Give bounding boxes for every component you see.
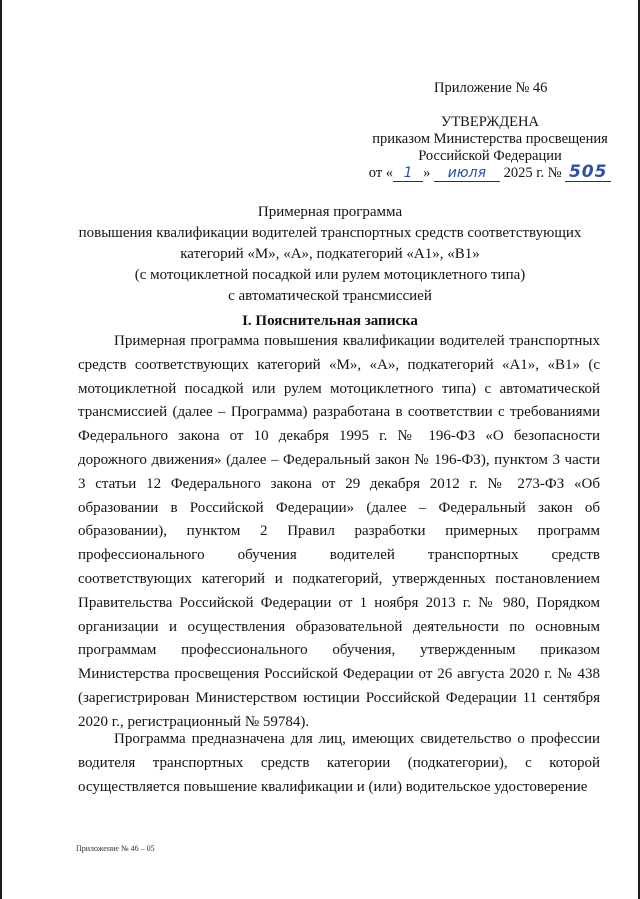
body-paragraph: Примерная программа повышения квалификации водителей транспортных средств соответствующих категорий «М», «А», подкатегорий «А1», «В1» (с мотоциклетной посадкой или рулем мотоциклетного типа) с автоматической трансмиссией (далее – Программа) разработана в соответствии с требованиями Федерального закона от 10 декабря 1995 г. № 196-ФЗ «О безопасности дорожного движения» (далее – Федеральный закон № 196-ФЗ), пунктом 3 части 3 статьи 12 Федерального закона от 29 декабря 2012 г. № 273-ФЗ «Об образовании в Российской Федерации» (далее – Федеральный закон об образовании), пунктом 2 Правил разработки примерных программ профессионального обучения водителей транспортных средств соответствующих категорий и подкатегорий, утвержденных постановлением Правительства Российской Федерации от 1 ноября 2013 г. № 980, Порядком организации и осуществления образовательной деятельности по основным программам профессионального обучения, утвержденным приказом Министерства просвещения Российской Федерации от 26 августа 2020 г. № 438 (зарегистрирован Министерством юстиции Российской Федерации 11 сентября 2020 г., регистрационный № 59784). <box>78 333 600 730</box>
program-title <box>60 202 600 307</box>
title-line: повышения квалификации водителей транспортных средств соответствующих <box>78 225 582 241</box>
date-prefix: от « <box>368 165 394 181</box>
title-line: с автоматической трансмиссией <box>228 288 432 304</box>
date-month-handwritten: июля <box>447 165 487 181</box>
approval-block <box>340 114 640 182</box>
approved-federation: Российской Федерации <box>418 148 562 164</box>
approved-by-order: приказом Министерства просвещения <box>372 131 608 147</box>
page-footer: Приложение № 46 – 05 <box>76 844 155 853</box>
date-year: 2025 г. № <box>503 165 562 181</box>
approved-label: УТВЕРЖДЕНА <box>441 114 539 130</box>
approval-date-line <box>340 162 640 182</box>
title-line: категорий «М», «А», подкатегорий «А1», «В1» <box>180 246 480 262</box>
date-mid: » <box>423 165 431 181</box>
order-number-handwritten: 505 <box>568 162 608 182</box>
date-day-handwritten: 1 <box>403 165 413 181</box>
scan-edge-left <box>0 0 2 899</box>
date-day-field <box>393 166 423 182</box>
section-heading: I. Пояснительная записка <box>242 313 418 329</box>
order-number-field <box>565 162 611 182</box>
body-paragraph: Программа предназначена для лиц, имеющих свидетельство о профессии водителя транспортных средств категории (подкатегории), с которой осуществляется повышение квалификации и (или) водительское удостоверение <box>78 731 600 795</box>
appendix-number: Приложение № 46 <box>434 80 548 96</box>
title-line: Примерная программа <box>257 204 403 220</box>
date-month-field <box>434 166 500 182</box>
title-line: (с мотоциклетной посадкой или рулем мотоциклетного типа) <box>134 267 526 283</box>
